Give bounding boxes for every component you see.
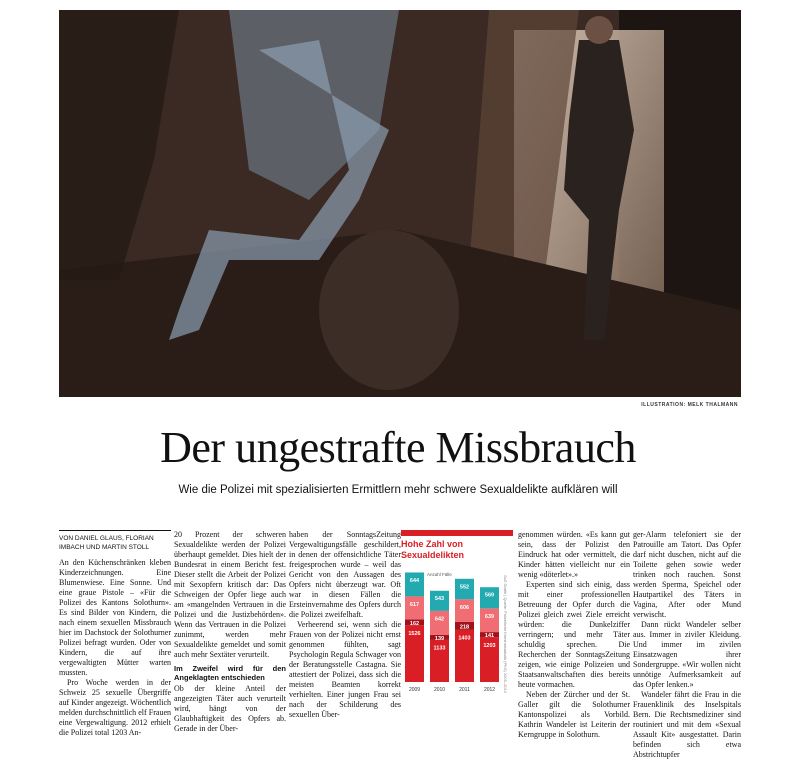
bar-value-label: 141 (484, 633, 495, 640)
bar-value-label: 1203 (483, 642, 496, 649)
bar-value-label: 1403 (458, 635, 471, 642)
bar-value-label: 606 (459, 604, 470, 611)
x-tick-label: 2009 (408, 687, 421, 693)
bar-value-label: 642 (434, 616, 445, 623)
byline (59, 530, 171, 552)
paragraph: genommen würden. «Es kann gut sein, dass der Polizist den Eindruck hat oder vermittelt, die Kinder hätten vielleicht nur ein wenig «döterlet».» (518, 530, 630, 579)
column-2 (174, 530, 286, 734)
x-tick-label: 2010 (433, 687, 446, 693)
paragraph: Wandeler fährt die Frau in die Frauenklinik des Inselspitals Bern. Die Rechtsmediziner sind routiniert und mit dem «Sexual Assault Kit» ausgestattet. Darin befinden sich etwa Abstrichtupfer (633, 690, 741, 759)
bar-value-label: 162 (409, 620, 420, 627)
paragraph: Verheerend sei, wenn sich die Frauen von der Polizei nicht ernst genommen fühlten, sagt Psychologin Regula Schwager von der Beratungsstelle Castagna. Sie attestiert der Polizei, dass sich die meisten Beamten korrekt verhielten. Einer jungen Frau sei nach der Schilderung des sexuellen Über- (289, 620, 401, 719)
paragraph: Pro Woche werden in der Schweiz 25 sexuelle Übergriffe auf Kinder angezeigt. Wöchentlich melden durchschnittlich elf Frauen eine Vergewaltigung. 2012 erhielt die Polizei total 1203 An- (59, 678, 171, 737)
paragraph: haben der SonntagsZeitung Vergewaltigungsfälle geschildert, in denen der offensichtliche Täter freigesprochen wurde – weil das Gericht von den Aussagen des Opfers nicht überzeugt war. Oft war in diesen Fällen die Ersteinvernahme des Opfers durch die Polizei zweifelhaft. (289, 530, 401, 619)
paragraph: Dann rückt Wandeler selber aus. Immer in ziviler Kleidung. Und immer im zivilen Einsatzwagen ihrer Sondergruppe. «Wir wollen nicht unnötige Aufmerksamkeit auf das Opfer lenken.» (633, 620, 741, 689)
paragraph: Ob der kleine Anteil der angezeigten Täter auch verurteilt wird, hängt von der Glaubhaftigkeit des Opfers ab. Gerade in der Über- (174, 684, 286, 733)
subheading: Im Zweifel wird für den Angeklagten entschieden (174, 664, 286, 682)
bar-value-label: 218 (459, 624, 470, 631)
bar-value-label: 644 (409, 577, 420, 584)
infobox-title: Hohe Zahl von Sexualdelikten (401, 539, 465, 560)
paragraph: Neben der Zürcher und der St. Galler gilt die Solothurner Kantonspolizei als Vorbild. Kathrin Wandeler ist Leiterin der Kerngruppe in Solothurn. (518, 690, 630, 739)
x-tick-label: 2012 (483, 687, 496, 693)
bar-segment (405, 572, 424, 596)
paragraph: 20 Prozent der schweren Sexualdelikte werden der Polizei überhaupt gemeldet. Dies hielt der Bundesrat in einem Bericht fest. Dieser stellt die Arbeit der Polizei mit Sexopfern kritisch dar: Das Schweigen der Opfer liege auch am «mangelnden Vertrauen in die Polizei und die Justizbehörden». Wenn das Vertrauen in die Polizei zunimmt, werden mehr Sexualdelikte gemeldet und somit auch mehr Sextäter verurteilt. (174, 530, 286, 659)
illustration-art (59, 10, 741, 397)
paragraph: ger-Alarm telefoniert sie der Patrouille am Tatort. Das Opfer darf nicht duschen, nicht auf die Toilette gehen sowie weder trinken noch rauchen. Sonst werden Sperma, Speichel oder Hautpartikel des Täters in Vagina, After oder Mund verwischt. (633, 530, 741, 619)
bar-value-label: 1133 (433, 645, 446, 652)
byline-line: IMBACH UND MARTIN STOLL (59, 544, 150, 551)
chart-unit-label: Anzahl Fälle (427, 572, 452, 577)
bar-segment (430, 611, 449, 635)
bar-value-label: 639 (484, 613, 495, 620)
bar-value-label: 552 (459, 584, 470, 591)
byline-line: VON DANIEL GLAUS, FLORIAN (59, 535, 154, 542)
headline: Der ungestrafte Missbrauch (160, 423, 636, 472)
column-4 (518, 530, 630, 740)
bar-value-label: 569 (484, 592, 495, 599)
paragraph: Experten sind sich einig, dass mit einer professionellen Betreuung der Opfer durch die Polizei gleich zwei Ziele erreicht würden: die Dunkelziffer verringern; und mehr Täter schuldig sprechen. Die Recherchen der SonntagsZeitung zeigen, wie einige Polizeien und Staatsanwaltschaften dies bereits heute vormachen. (518, 580, 630, 689)
chart-source: SoZ Grafik | Quelle: Polizeiliche Kriminalstatistik (PKS) 2009–2012 (503, 575, 508, 693)
infobox (401, 530, 513, 707)
illustration (59, 10, 741, 397)
bar-segment (480, 608, 499, 632)
subheadline: Wie die Polizei mit spezialisierten Ermittlern mehr schwere Sexualdelikte aufklären will (178, 484, 618, 496)
x-tick-label: 2011 (459, 687, 470, 693)
column-5 (633, 530, 741, 760)
bar-value-label: 617 (409, 601, 420, 608)
bar-chart (401, 564, 513, 694)
paragraph: An den Küchenschränken kleben Kinderzeichnungen. Eine Blumenwiese. Eine Sonne. Und eine graue Pistole – «Für die Polizei des Kantons Solothurn». Es sind Bilder von Kindern, die nach einem sexuellen Missbrauch hier im Dachstock der Solothurner Polizei befragt wurden. Oder von Kindern, die auf ihre vergewaltigten Mütter warten mussten. (59, 558, 171, 677)
photo-credit: ILLUSTRATION: MELK THALMANN (641, 402, 738, 408)
column-3 (289, 530, 401, 720)
bar-value-label: 543 (434, 596, 445, 603)
bar-value-label: 1526 (408, 630, 421, 637)
bar-value-label: 139 (434, 635, 445, 642)
infobox-topbar (401, 530, 513, 536)
